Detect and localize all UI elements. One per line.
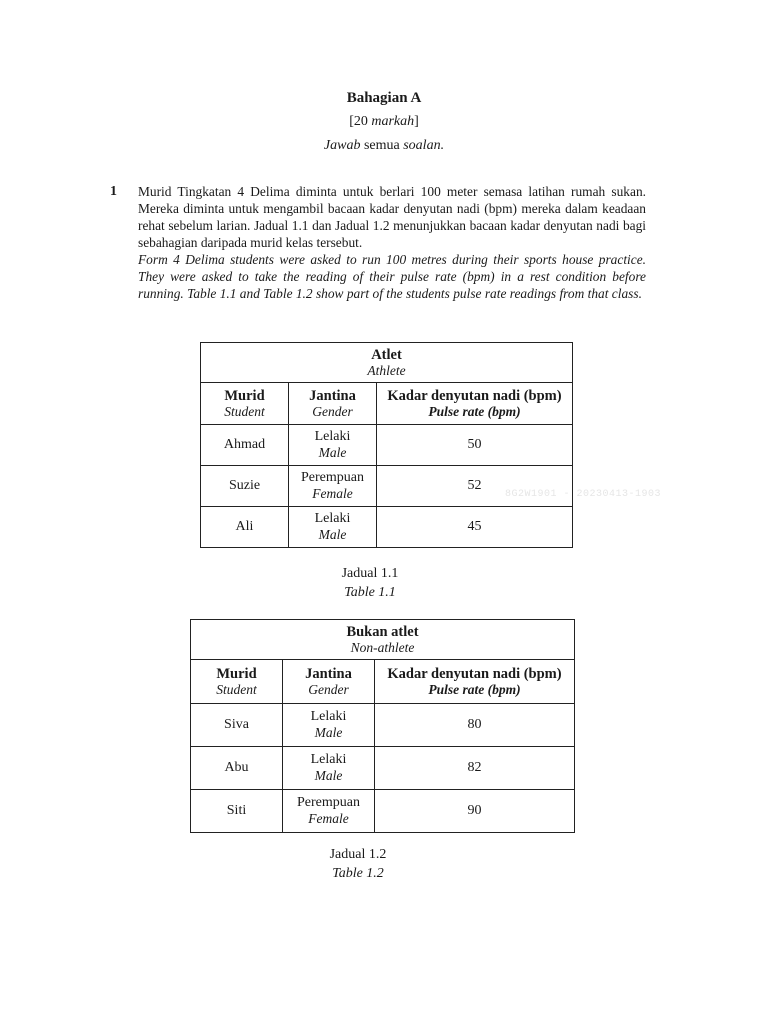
gender-cell (289, 425, 377, 466)
table-title-row (191, 620, 575, 660)
column-header-label: Jantina (309, 387, 356, 404)
marks-word: markah (371, 114, 415, 129)
student-cell: Suzie (201, 466, 289, 507)
column-header-gender (289, 383, 377, 425)
table-row (201, 466, 573, 507)
watermark: 8G2W1901 - 20230413-1903 (505, 489, 662, 500)
column-header-label: Murid (216, 665, 257, 682)
column-header-label: Murid (224, 387, 265, 404)
gender-english: Male (318, 527, 347, 542)
table-title-row (201, 343, 573, 383)
athlete-table (200, 342, 573, 548)
caption-english: Table 1.1 (344, 585, 396, 600)
pulse-rate-cell: 82 (375, 747, 575, 790)
student-cell: Siti (191, 790, 283, 833)
gender-cell (289, 466, 377, 507)
column-header-label-english: Gender (312, 403, 353, 419)
student-cell: Ahmad (201, 425, 289, 466)
gender-cell (283, 747, 375, 790)
column-header-label-english: Student (216, 681, 257, 697)
gender-cell (283, 704, 375, 747)
gender-english: Male (314, 725, 343, 740)
table-caption (300, 564, 440, 602)
marks-close: ] (414, 114, 419, 129)
column-header-student (201, 383, 289, 425)
marks-open: [20 (349, 114, 372, 129)
table-title (191, 620, 575, 660)
column-header-pulse-rate (375, 660, 575, 704)
question-text-malay: Murid Tingkatan 4 Delima diminta untuk berlari 100 meter semasa latihan rumah sukan. Mereka diminta untuk mengambil bacaan kadar denyutan nadi (bpm) mereka dalam keadaan rehat sebelum larian. Jadual 1.1 dan Jadual 1.2 menunjukkan bacaan kadar denyutan nadi bagi sebahagian daripada murid kelas tersebut. (138, 184, 646, 250)
gender-cell (289, 507, 377, 548)
column-header-label: Kadar denyutan nadi (bpm) (387, 387, 562, 404)
answer-soalan: soalan. (399, 138, 445, 153)
column-header-label: Jantina (305, 665, 352, 682)
column-header-label: Kadar denyutan nadi (bpm) (387, 665, 562, 682)
answer-all-instruction (0, 138, 768, 154)
gender-malay: Lelaki (314, 511, 351, 526)
column-header-label-english: Gender (308, 681, 349, 697)
column-header-pulse-rate (377, 383, 573, 425)
table-caption (288, 845, 428, 883)
table-row (191, 790, 575, 833)
gender-malay: Perempuan (297, 795, 360, 810)
question-number: 1 (110, 184, 117, 199)
gender-malay: Perempuan (301, 470, 364, 485)
student-cell: Abu (191, 747, 283, 790)
column-header-student (191, 660, 283, 704)
column-header-label-english: Student (224, 403, 265, 419)
gender-malay: Lelaki (310, 752, 347, 767)
gender-cell (283, 790, 375, 833)
pulse-rate-cell: 50 (377, 425, 573, 466)
table-title-english: Athlete (367, 362, 406, 378)
table-header-row (191, 660, 575, 704)
table-title-english: Non-athlete (350, 639, 415, 655)
caption-malay: Jadual 1.2 (329, 847, 387, 862)
student-cell: Ali (201, 507, 289, 548)
student-cell: Siva (191, 704, 283, 747)
pulse-rate-cell: 45 (377, 507, 573, 548)
question-text-english: Form 4 Delima students were asked to run 100 metres during their sports house practice. They were asked to take the reading of their pulse rate (bpm) in a rest condition before running. Table 1.1 and Table 1.2 show part of the students pulse rate readings from that class. (138, 252, 646, 301)
answer-jawab: Jawab (323, 138, 364, 153)
answer-semua: semua (363, 138, 400, 153)
pulse-rate-cell: 80 (375, 704, 575, 747)
caption-english: Table 1.2 (332, 866, 384, 881)
gender-malay: Lelaki (314, 429, 351, 444)
column-header-label-english: Pulse rate (bpm) (428, 681, 521, 697)
section-title: Bahagian A (346, 90, 422, 106)
column-header-gender (283, 660, 375, 704)
table-header-row (201, 383, 573, 425)
table-row (201, 507, 573, 548)
pulse-rate-cell: 52 (377, 466, 573, 507)
table-title-malay: Bukan atlet (346, 623, 419, 640)
non-athlete-table (190, 619, 575, 833)
column-header-label-english: Pulse rate (bpm) (428, 403, 521, 419)
gender-english: Male (314, 768, 343, 783)
table-title-malay: Atlet (371, 346, 402, 363)
gender-english: Female (312, 486, 353, 501)
table-row (201, 425, 573, 466)
caption-malay: Jadual 1.1 (341, 566, 399, 581)
table-row (191, 704, 575, 747)
gender-english: Male (318, 445, 347, 460)
pulse-rate-cell: 90 (375, 790, 575, 833)
gender-english: Female (308, 811, 349, 826)
gender-malay: Lelaki (310, 709, 347, 724)
table-title (201, 343, 573, 383)
table-row (191, 747, 575, 790)
marks-label (0, 114, 768, 130)
